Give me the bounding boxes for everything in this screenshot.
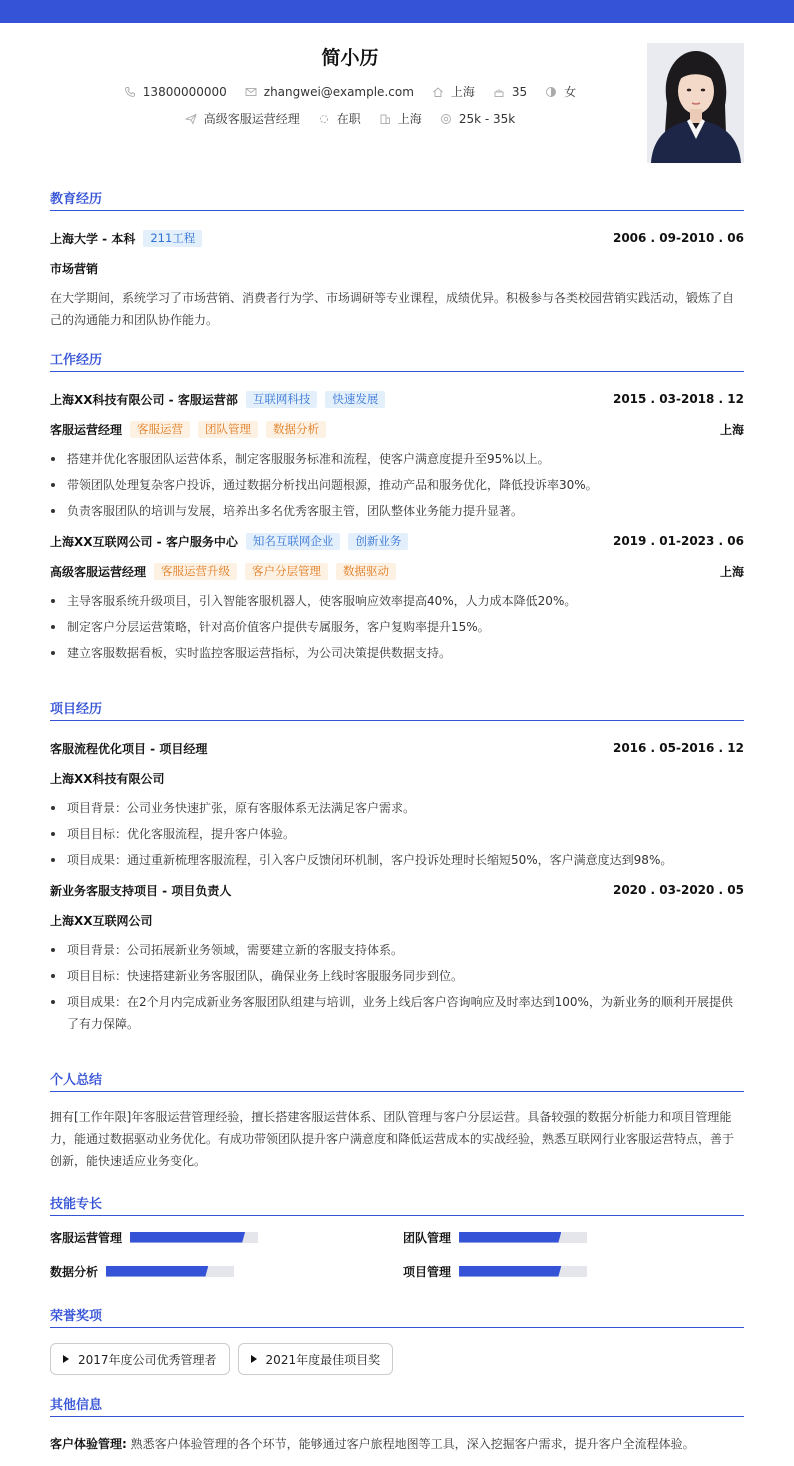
other-info-text: 熟悉客户体验管理的各个环节，能够通过客户旅程地图等工具，深入挖掘客户需求，提升客户全流程体验。 <box>130 1437 695 1451</box>
phone-icon <box>124 86 136 98</box>
salary-item <box>440 112 515 126</box>
gender-text: 女 <box>564 85 577 99</box>
skill-item <box>50 1260 403 1282</box>
skill-bar-fill <box>459 1232 561 1243</box>
awards-section <box>50 1308 744 1375</box>
loading-icon <box>318 113 330 125</box>
company-tag: 创新业务 <box>348 533 408 550</box>
project-company-row <box>50 763 744 793</box>
list-item: 建立客服数据看板，实时监控客服运营指标，为公司决策提供数据支持。 <box>50 642 744 664</box>
job-bullets <box>50 590 744 664</box>
gender-icon <box>545 86 557 98</box>
list-item: 带领团队处理复杂客户投诉，通过数据分析找出问题根源，推动产品和服务优化，降低投诉率30%。 <box>50 474 744 496</box>
list-item: 项目成果：在2个月内完成新业务客服团队组建与培训，业务上线后客户咨询响应及时率达到100%，为新业务的顺利开展提供了有力保障。 <box>50 991 744 1035</box>
skill-tag: 数据驱动 <box>336 563 396 580</box>
list-item: 项目目标：快速搭建新业务客服团队，确保业务上线时客服服务同步到位。 <box>50 965 744 987</box>
summary-text: 拥有[工作年限]年客服运营管理经验，擅长搭建客服运营体系、团队管理与客户分层运营。具备较强的数据分析能力和项目管理能力，能通过数据驱动业务优化。有成功带领团队提升客户满意度和降低运营成本的实战经验，熟悉互联网行业客服运营特点，善于创新，能快速适应业务变化。 <box>50 1110 735 1168</box>
resume-page <box>50 23 744 1451</box>
portrait-image <box>647 43 744 163</box>
projects-section <box>50 701 744 1039</box>
section-title-awards: 荣誉奖项 <box>50 1308 744 1328</box>
skill-bar <box>459 1266 587 1277</box>
skill-item <box>403 1226 744 1248</box>
list-item: 项目背景：公司业务快速扩张，原有客服体系无法满足客户需求。 <box>50 797 744 819</box>
phone-item <box>124 85 227 99</box>
education-section <box>50 191 744 331</box>
resume-header <box>50 23 744 173</box>
job-entry <box>50 384 744 522</box>
project-company: 上海XX互联网公司 <box>50 913 153 928</box>
job-position-row <box>50 556 744 586</box>
email-item <box>245 85 414 99</box>
list-item: 搭建并优化客服团队运营体系，制定客服服务标准和流程，使客户满意度提升至95%以上。 <box>50 448 744 470</box>
project-name: 客服流程优化项目 - 项目经理 <box>50 741 208 756</box>
award-label: 2021年度最佳项目奖 <box>265 1352 381 1367</box>
list-item: 项目成果：通过重新梳理客服流程，引入客户反馈闭环机制，客户投诉处理时长缩短50%，客户满意度达到98%。 <box>50 849 744 871</box>
awards-list <box>50 1343 744 1375</box>
project-date: 2020 . 03-2020 . 05 <box>612 883 744 897</box>
triangle-right-icon <box>251 1355 257 1363</box>
job-city: 上海 <box>719 422 744 437</box>
phone-text: 13800000000 <box>142 84 227 99</box>
coin-icon <box>440 113 452 125</box>
section-title-other: 其他信息 <box>50 1397 744 1417</box>
contact-row <box>50 83 650 100</box>
other-info-label: 客户体验管理: <box>50 1437 127 1451</box>
project-bullets <box>50 939 744 1035</box>
list-item: 主导客服系统升级项目，引入智能客服机器人，使客服响应效率提高40%，人力成本降低20%。 <box>50 590 744 612</box>
job-company: 上海XX科技有限公司 - 客服运营部 <box>50 392 238 407</box>
job-company: 上海XX互联网公司 - 客户服务中心 <box>50 534 238 549</box>
skill-bar <box>130 1232 258 1243</box>
list-item: 项目背景：公司拓展新业务领域，需要建立新的客服支持体系。 <box>50 939 744 961</box>
target-city-item <box>379 110 422 127</box>
skill-name: 团队管理 <box>403 1230 452 1245</box>
skill-bar-fill <box>459 1266 561 1277</box>
section-title-work: 工作经历 <box>50 352 744 372</box>
job-position: 高级客服运营经理 <box>50 564 147 579</box>
job-date: 2019 . 01-2023 . 06 <box>612 534 744 548</box>
award-badge <box>50 1343 230 1375</box>
building-icon <box>379 113 391 125</box>
salary-text: 25k - 35k <box>458 111 516 126</box>
skills-grid <box>50 1226 744 1282</box>
skill-name: 客服运营管理 <box>50 1230 123 1245</box>
location-item <box>432 83 475 100</box>
job-entry <box>50 526 744 664</box>
list-item: 制定客户分层运营策略，针对高价值客户提供专属服务，客户复购率提升15%。 <box>50 616 744 638</box>
mail-icon <box>245 86 257 98</box>
skill-name: 项目管理 <box>403 1264 452 1279</box>
age-item <box>493 85 527 99</box>
age-text: 35 <box>511 84 528 99</box>
project-bullets <box>50 797 744 871</box>
project-entry <box>50 875 744 1035</box>
top-accent-bar <box>0 0 794 23</box>
education-header-row <box>50 223 744 253</box>
section-title-projects: 项目经历 <box>50 701 744 721</box>
project-entry <box>50 733 744 871</box>
job-header-row <box>50 384 744 414</box>
project-header-row <box>50 875 744 905</box>
award-badge <box>238 1343 394 1375</box>
project-header-row <box>50 733 744 763</box>
location-text: 上海 <box>450 85 475 99</box>
other-info-line <box>50 1433 744 1455</box>
candidate-name: 简小历 <box>321 47 379 69</box>
target-city-text: 上海 <box>397 112 422 126</box>
major-row <box>50 253 744 283</box>
company-tag: 互联网科技 <box>246 391 318 408</box>
project-date: 2016 . 05-2016 . 12 <box>612 741 744 755</box>
job-intention-row <box>50 110 650 127</box>
job-date: 2015 . 03-2018 . 12 <box>612 392 744 406</box>
major-name: 市场营销 <box>50 261 99 276</box>
job-bullets <box>50 448 744 522</box>
cake-icon <box>493 86 505 98</box>
skill-tag: 团队管理 <box>198 421 258 438</box>
skill-bar <box>459 1232 587 1243</box>
triangle-right-icon <box>63 1355 69 1363</box>
project-company-row <box>50 905 744 935</box>
status-text: 在职 <box>336 112 361 126</box>
skill-tag: 客服运营升级 <box>154 563 237 580</box>
job-position: 客服运营经理 <box>50 422 123 437</box>
profile-photo <box>647 43 744 163</box>
home-icon <box>432 86 444 98</box>
skill-tag: 客户分层管理 <box>245 563 328 580</box>
education-description: 在大学期间，系统学习了市场营销、消费者行为学、市场调研等专业课程，成绩优异。积极参与各类校园营销实践活动，锻炼了自己的沟通能力和团队协作能力。 <box>50 291 735 327</box>
section-title-summary: 个人总结 <box>50 1072 744 1092</box>
education-date: 2006 . 09-2010 . 06 <box>612 231 744 245</box>
gender-item <box>545 83 576 100</box>
section-title-skills: 技能专长 <box>50 1196 744 1216</box>
skill-item <box>50 1226 403 1248</box>
company-tag: 知名互联网企业 <box>246 533 341 550</box>
skill-item <box>403 1260 744 1282</box>
project-name: 新业务客服支持项目 - 项目负责人 <box>50 883 232 898</box>
school-tag: 211工程 <box>143 230 202 247</box>
job-city: 上海 <box>719 564 744 579</box>
skill-bar <box>106 1266 234 1277</box>
skill-bar-fill <box>106 1266 208 1277</box>
company-tag: 快速发展 <box>325 391 385 408</box>
status-item <box>318 110 361 127</box>
section-title-education: 教育经历 <box>50 191 744 211</box>
skill-name: 数据分析 <box>50 1264 99 1279</box>
summary-section <box>50 1072 744 1172</box>
target-job-item <box>185 110 300 127</box>
skills-section <box>50 1196 744 1282</box>
school-name: 上海大学 - 本科 <box>50 231 136 246</box>
award-label: 2017年度公司优秀管理者 <box>78 1352 217 1367</box>
target-job-text: 高级客服运营经理 <box>203 112 300 126</box>
send-icon <box>185 113 197 125</box>
skill-tag: 数据分析 <box>266 421 326 438</box>
list-item: 负责客服团队的培训与发展，培养出多名优秀客服主管，团队整体业务能力提升显著。 <box>50 500 744 522</box>
job-header-row <box>50 526 744 556</box>
skill-bar-fill <box>130 1232 245 1243</box>
skill-tag: 客服运营 <box>130 421 190 438</box>
email-text: zhangwei@example.com <box>263 84 414 99</box>
list-item: 项目目标：优化客服流程，提升客户体验。 <box>50 823 744 845</box>
job-position-row <box>50 414 744 444</box>
other-section <box>50 1397 744 1455</box>
work-section <box>50 352 744 668</box>
project-company: 上海XX科技有限公司 <box>50 771 165 786</box>
